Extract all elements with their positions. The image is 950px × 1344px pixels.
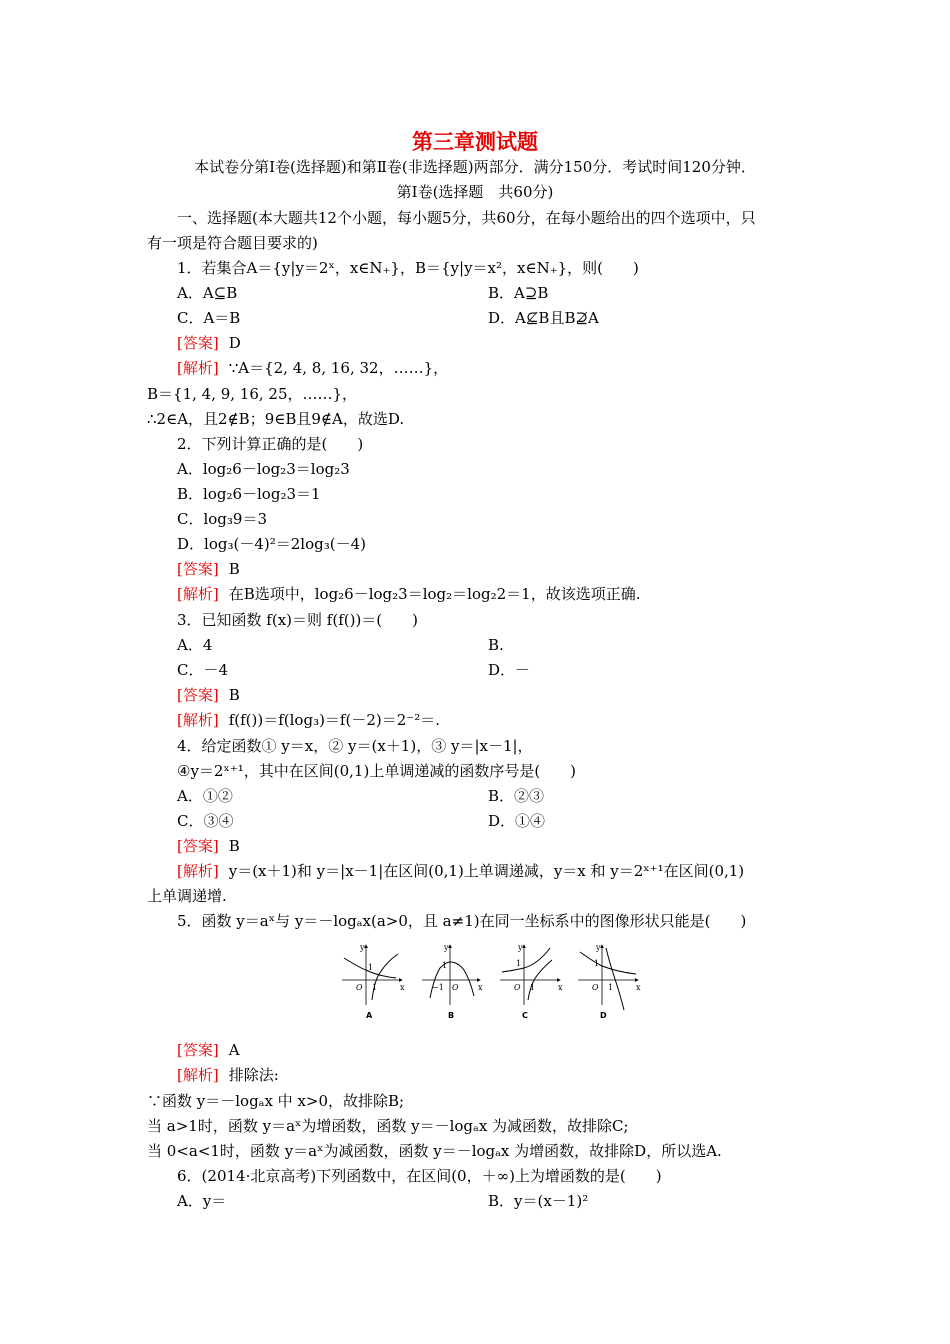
graph-label-c: C: [522, 1011, 528, 1020]
origin-label: O: [514, 983, 521, 992]
answer-tag: [答案]: [177, 837, 219, 855]
q5-graph-a: [342, 943, 405, 1020]
axis-label-x: x: [400, 983, 405, 992]
q1-stem: 1．若集合A＝{y|y＝2ˣ，x∈N₊}，B＝{y|y＝x²，x∈N₊}，则( ): [177, 259, 639, 277]
curve: [372, 954, 398, 1000]
exam-intro: 本试卷分第Ⅰ卷(选择题)和第Ⅱ卷(非选择题)两部分．满分150分．考试时间120分钟．: [194, 158, 756, 176]
analysis-tag: [解析]: [177, 585, 219, 603]
q4-option-d: D．①④: [488, 812, 546, 830]
origin-label: O: [356, 983, 363, 992]
q5-analysis-text-1: 排除法:: [228, 1066, 279, 1084]
tick-label: 1: [530, 983, 536, 992]
tick-label: 1: [608, 983, 614, 992]
tick-label: 1: [442, 961, 448, 970]
part-heading-line-1: 一、选择题(本大题共12个小题，每小题5分，共60分，在每小题给出的四个选项中，只: [177, 209, 756, 227]
analysis-tag: [解析]: [177, 862, 219, 880]
axis-label-x: x: [636, 983, 641, 992]
tick-label: 1: [368, 963, 374, 972]
axis-label-x: x: [558, 983, 563, 992]
q1-option-c: C．A＝B: [177, 309, 241, 327]
q4-stem-line-2: ④y＝2ˣ⁺¹，其中在区间(0,1)上单调递减的函数序号是( ): [177, 762, 577, 780]
q2-option-c: C．log₃9＝3: [177, 510, 268, 528]
page-title: 第三章测试题: [412, 130, 538, 154]
q4-option-b: B．②③: [488, 787, 545, 805]
answer-tag: [答案]: [177, 334, 219, 352]
q4-option-c: C．③④: [177, 812, 234, 830]
origin-label: O: [452, 983, 459, 992]
q5-stem: 5．函数 y＝aˣ与 y＝－logₐx(a>0，且 a≠1)在同一坐标系中的图像形状只能是( ): [177, 912, 747, 930]
q1-option-b: B．A⊇B: [488, 284, 549, 302]
answer-tag: [答案]: [177, 1041, 219, 1059]
q1-analysis-line-3: ∴2∈A，且2∉B；9∈B且9∉A，故选D.: [147, 410, 405, 428]
q3-answer-value: B: [228, 686, 240, 704]
q4-analysis-text-1: y＝(x＋1)和 y＝|x－1|在区间(0,1)上单调递减，y＝x 和 y＝2ˣ⁺¹在区间(0,1): [228, 862, 745, 880]
q3-analysis-text: f(f())＝f(log₃)＝f(－2)＝2⁻²＝.: [228, 711, 440, 729]
q4-analysis-line-1: [177, 861, 744, 881]
q4-answer-value: B: [228, 837, 240, 855]
answer-tag: [答案]: [177, 560, 219, 578]
q6-option-b: B．y＝(x－1)²: [488, 1192, 589, 1210]
q2-analysis: [177, 584, 640, 604]
tick-label: 1: [594, 959, 600, 968]
tick-label: −1: [432, 983, 444, 992]
q3-option-c: C．－4: [177, 661, 229, 679]
q1-analysis-line-2: B＝{1, 4, 9, 16, 25，……}，: [147, 385, 358, 403]
graph-label-b: B: [448, 1011, 455, 1020]
q1-analysis-line-1: [177, 358, 448, 378]
curve: [606, 948, 624, 1010]
q5-answer-value: A: [228, 1041, 240, 1059]
analysis-tag: [解析]: [177, 1066, 219, 1084]
q2-option-d: D．log₃(－4)²＝2log₃(－4): [177, 535, 366, 553]
answer-tag: [答案]: [177, 686, 219, 704]
q3-stem: 3．已知函数 f(x)＝则 f(f())＝( ): [177, 611, 419, 629]
q6-option-a: A．y＝: [177, 1192, 227, 1210]
q4-option-a: A．①②: [177, 787, 233, 805]
q4-stem-line-1: 4．给定函数① y＝x，② y＝(x＋1)，③ y＝|x－1|，: [177, 737, 533, 755]
q5-analysis-line-1: [177, 1065, 279, 1085]
part-heading-line-2: 有一项是符合题目要求的): [147, 234, 318, 252]
axis-label-y: y: [444, 943, 449, 952]
q4-answer: [177, 836, 240, 856]
q5-graph-c: [500, 943, 563, 1020]
q5-graph-options-figure: [330, 940, 650, 1025]
q5-answer: [177, 1040, 240, 1060]
q2-stem: 2．下列计算正确的是( ): [177, 435, 364, 453]
q2-option-a: A．log₂6－log₂3＝log₂3: [177, 460, 350, 478]
q2-analysis-text: 在B选项中，log₂6－log₂3＝log₂＝log₂2＝1，故该选项正确.: [228, 585, 641, 603]
q1-analysis-text-1: ∵A＝{2, 4, 8, 16, 32，……}，: [228, 359, 449, 377]
axis-label-y: y: [518, 943, 523, 952]
axis-label-y: y: [360, 943, 365, 952]
q3-option-d: D．－: [488, 661, 531, 679]
q2-answer: [177, 559, 240, 579]
q1-option-a: A．A⊆B: [177, 284, 238, 302]
q6-stem: 6．(2014·北京高考)下列函数中，在区间(0，＋∞)上为增函数的是( ): [177, 1167, 662, 1185]
q5-graph-d: [578, 943, 641, 1020]
tick-label: 1: [372, 983, 378, 992]
q1-answer-value: D: [228, 334, 241, 352]
origin-label: O: [592, 983, 599, 992]
q3-option-b: B.: [488, 636, 504, 654]
analysis-tag: [解析]: [177, 359, 219, 377]
graph-label-a: A: [366, 1011, 373, 1020]
q5-analysis-line-4: 当 0<a<1时，函数 y＝aˣ为减函数，函数 y＝－logₐx 为增函数，故排除D，所以选A.: [147, 1142, 722, 1160]
q2-option-b: B．log₂6－log₂3＝1: [177, 485, 321, 503]
graph-label-d: D: [600, 1011, 607, 1020]
tick-label: 1: [516, 959, 522, 968]
axis-label-x: x: [478, 983, 483, 992]
q1-answer: [177, 333, 241, 353]
q3-answer: [177, 685, 240, 705]
q4-analysis-line-2: 上单调递增.: [147, 887, 227, 905]
section-title: 第Ⅰ卷(选择题 共60分): [396, 183, 554, 201]
q1-option-d: D．A⊈B且B⊉A: [488, 309, 599, 327]
q3-analysis: [177, 710, 440, 730]
analysis-tag: [解析]: [177, 711, 219, 729]
q3-option-a: A．4: [177, 636, 213, 654]
q5-analysis-line-3: 当 a>1时，函数 y＝aˣ为增函数，函数 y＝－logₐx 为减函数，故排除C;: [147, 1117, 629, 1135]
q5-graph-b: [422, 943, 483, 1020]
axis-label-y: y: [596, 943, 601, 952]
q2-answer-value: B: [228, 560, 240, 578]
q5-analysis-line-2: ∵函数 y＝－logₐx 中 x>0，故排除B;: [147, 1092, 405, 1110]
